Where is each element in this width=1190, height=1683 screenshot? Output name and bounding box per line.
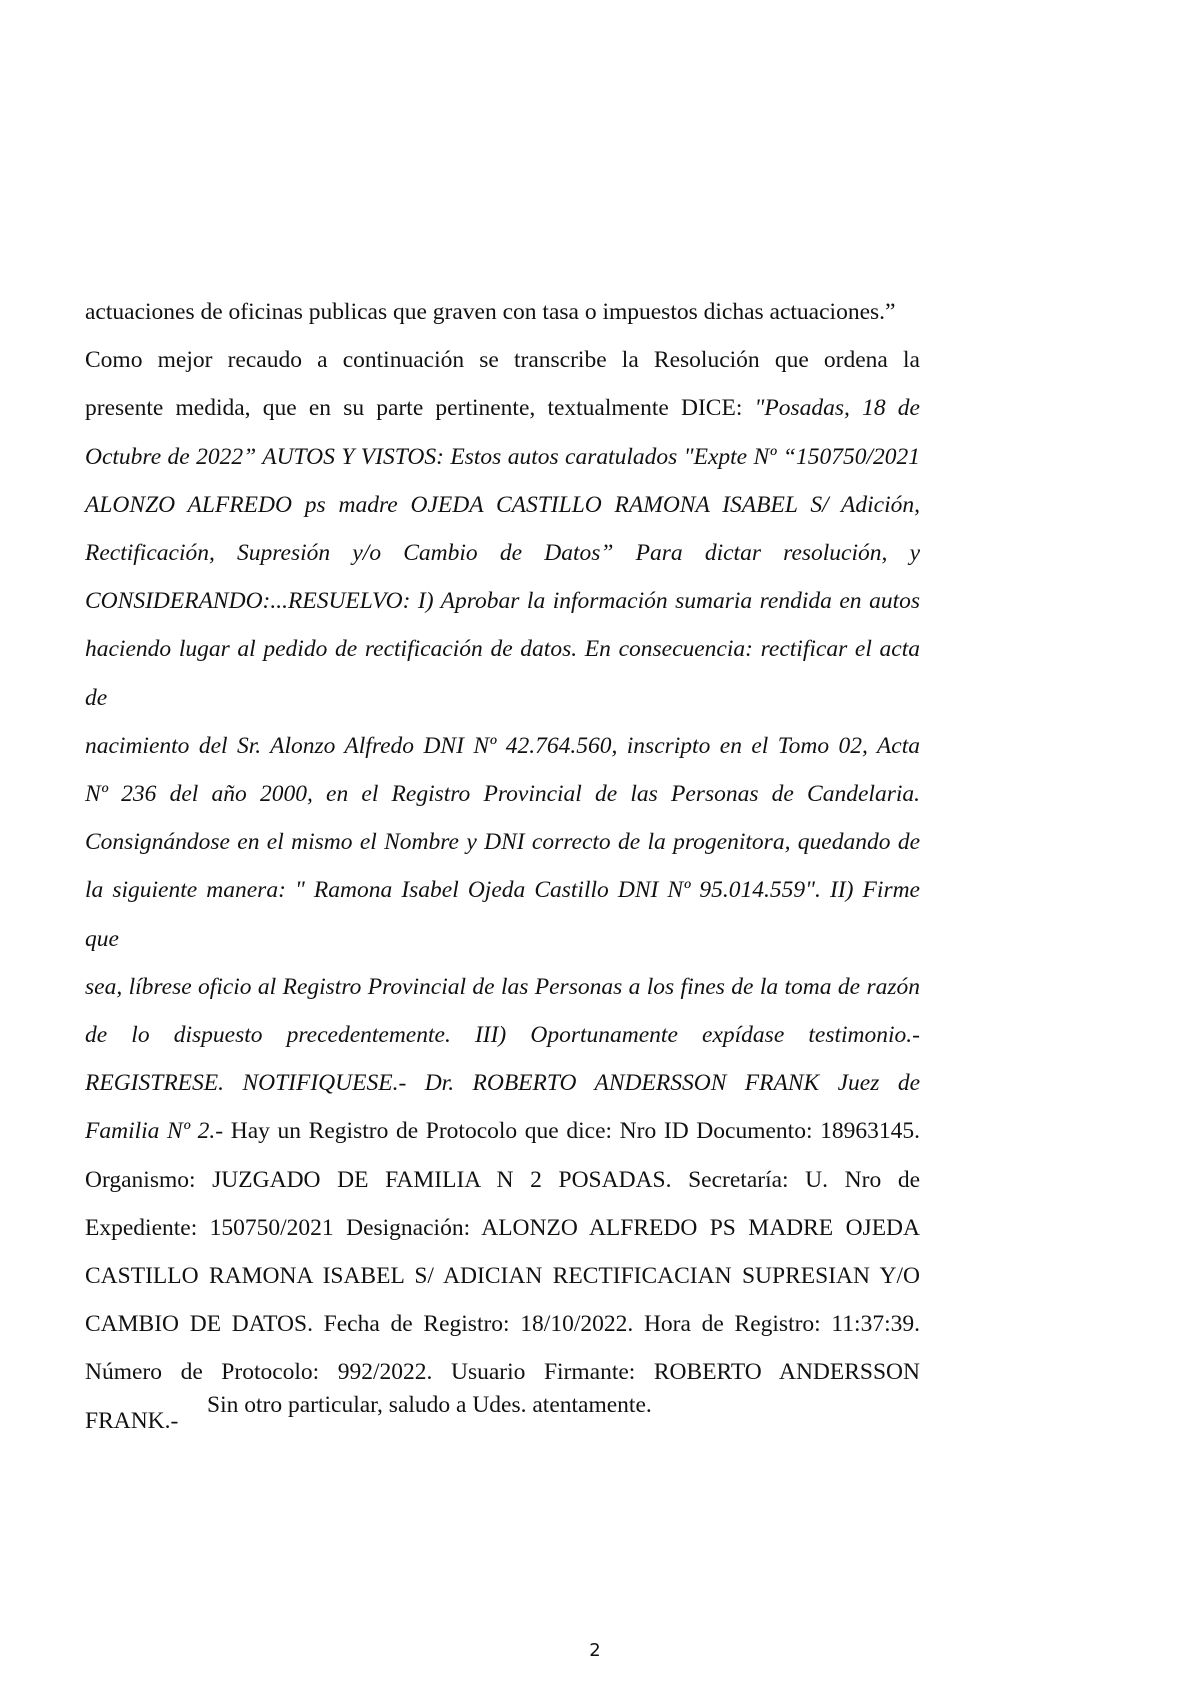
text-segment: presente medida, que en su parte pertinente, textualmente DICE: [85, 395, 755, 422]
page-number: 2 [589, 1640, 601, 1661]
text-line [85, 433, 920, 481]
italic-text-segment: de lo dispuesto precedentemente. III) Oportunamente expídase testimonio.- [85, 1022, 920, 1049]
text-segment: actuaciones de oficinas publicas que graven con tasa o impuestos dichas actuaciones.” [85, 299, 896, 325]
text-line [85, 1204, 920, 1252]
text-segment: Número de Protocolo: 992/2022. Usuario Firmante: ROBERTO ANDERSSON [85, 1359, 920, 1386]
text-line [85, 384, 920, 432]
closing-line: Sin otro particular, saludo a Udes. atentamente. [207, 1392, 652, 1418]
text-line [85, 481, 920, 529]
text-segment: Expediente: 150750/2021 Designación: ALONZO ALFREDO PS MADRE OJEDA [85, 1214, 920, 1241]
text-line [85, 1252, 920, 1300]
text-line [85, 1011, 920, 1059]
italic-text-segment: Rectificación, Supresión y/o Cambio de Datos” Para dictar resolución, y [85, 540, 920, 567]
text-line [85, 866, 920, 962]
italic-text-segment: CONSIDERANDO:...RESUELVO: I) Aprobar la información sumaria rendida en autos [85, 588, 920, 615]
text-line [85, 1300, 920, 1348]
body-text [85, 288, 920, 1445]
text-line [85, 770, 920, 818]
italic-text-segment: Octubre de 2022” AUTOS Y VISTOS: Estos autos caratulados "Expte Nº “150750/2021 [85, 443, 920, 470]
italic-text-segment: Consignándose en el mismo el Nombre y DNI correcto de la progenitora, quedando de [85, 829, 920, 856]
italic-text-segment: nacimiento del Sr. Alonzo Alfredo DNI Nº 42.764.560, inscripto en el Tomo 02, Acta [85, 732, 920, 759]
italic-text-segment: sea, líbrese oficio al Registro Provincial de las Personas a los fines de la toma de razón [85, 973, 920, 1000]
italic-text-segment: Familia Nº 2. [85, 1118, 216, 1145]
text-line [85, 1059, 920, 1107]
text-segment: CASTILLO RAMONA ISABEL S/ ADICIAN RECTIFICACIAN SUPRESIAN Y/O [85, 1263, 920, 1290]
italic-text-segment: haciendo lugar al pedido de rectificación de datos. En consecuencia: rectificar el acta de [85, 636, 920, 711]
italic-text-segment: REGISTRESE. NOTIFIQUESE.- Dr. ROBERTO ANDERSSON FRANK Juez de [85, 1070, 920, 1097]
text-line [85, 529, 920, 577]
text-segment: CAMBIO DE DATOS. Fecha de Registro: 18/10/2022. Hora de Registro: 11:37:39. [85, 1311, 920, 1338]
text-segment: - Hay un Registro de Protocolo que dice: Nro ID Documento: 18963145. [215, 1118, 920, 1145]
text-line [85, 625, 920, 721]
text-segment: FRANK.- [85, 1407, 179, 1434]
text-line [85, 818, 920, 866]
text-segment: Como mejor recaudo a continuación se transcribe la Resolución que ordena la [85, 347, 920, 374]
text-segment: Organismo: JUZGADO DE FAMILIA N 2 POSADAS. Secretaría: U. Nro de [85, 1166, 920, 1193]
text-line [85, 577, 920, 625]
text-line [85, 1107, 920, 1155]
text-line [85, 963, 920, 1011]
text-line [85, 288, 920, 336]
italic-text-segment: ALONZO ALFREDO ps madre OJEDA CASTILLO RAMONA ISABEL S/ Adición, [85, 491, 920, 518]
text-line [85, 1156, 920, 1204]
italic-text-segment: Nº 236 del año 2000, en el Registro Provincial de las Personas de Candelaria. [85, 781, 920, 808]
text-line [85, 336, 920, 384]
italic-text-segment: la siguiente manera: " Ramona Isabel Ojeda Castillo DNI Nº 95.014.559". II) Firme que [85, 877, 920, 952]
italic-text-segment: "Posadas, 18 de [754, 395, 920, 422]
text-line [85, 722, 920, 770]
